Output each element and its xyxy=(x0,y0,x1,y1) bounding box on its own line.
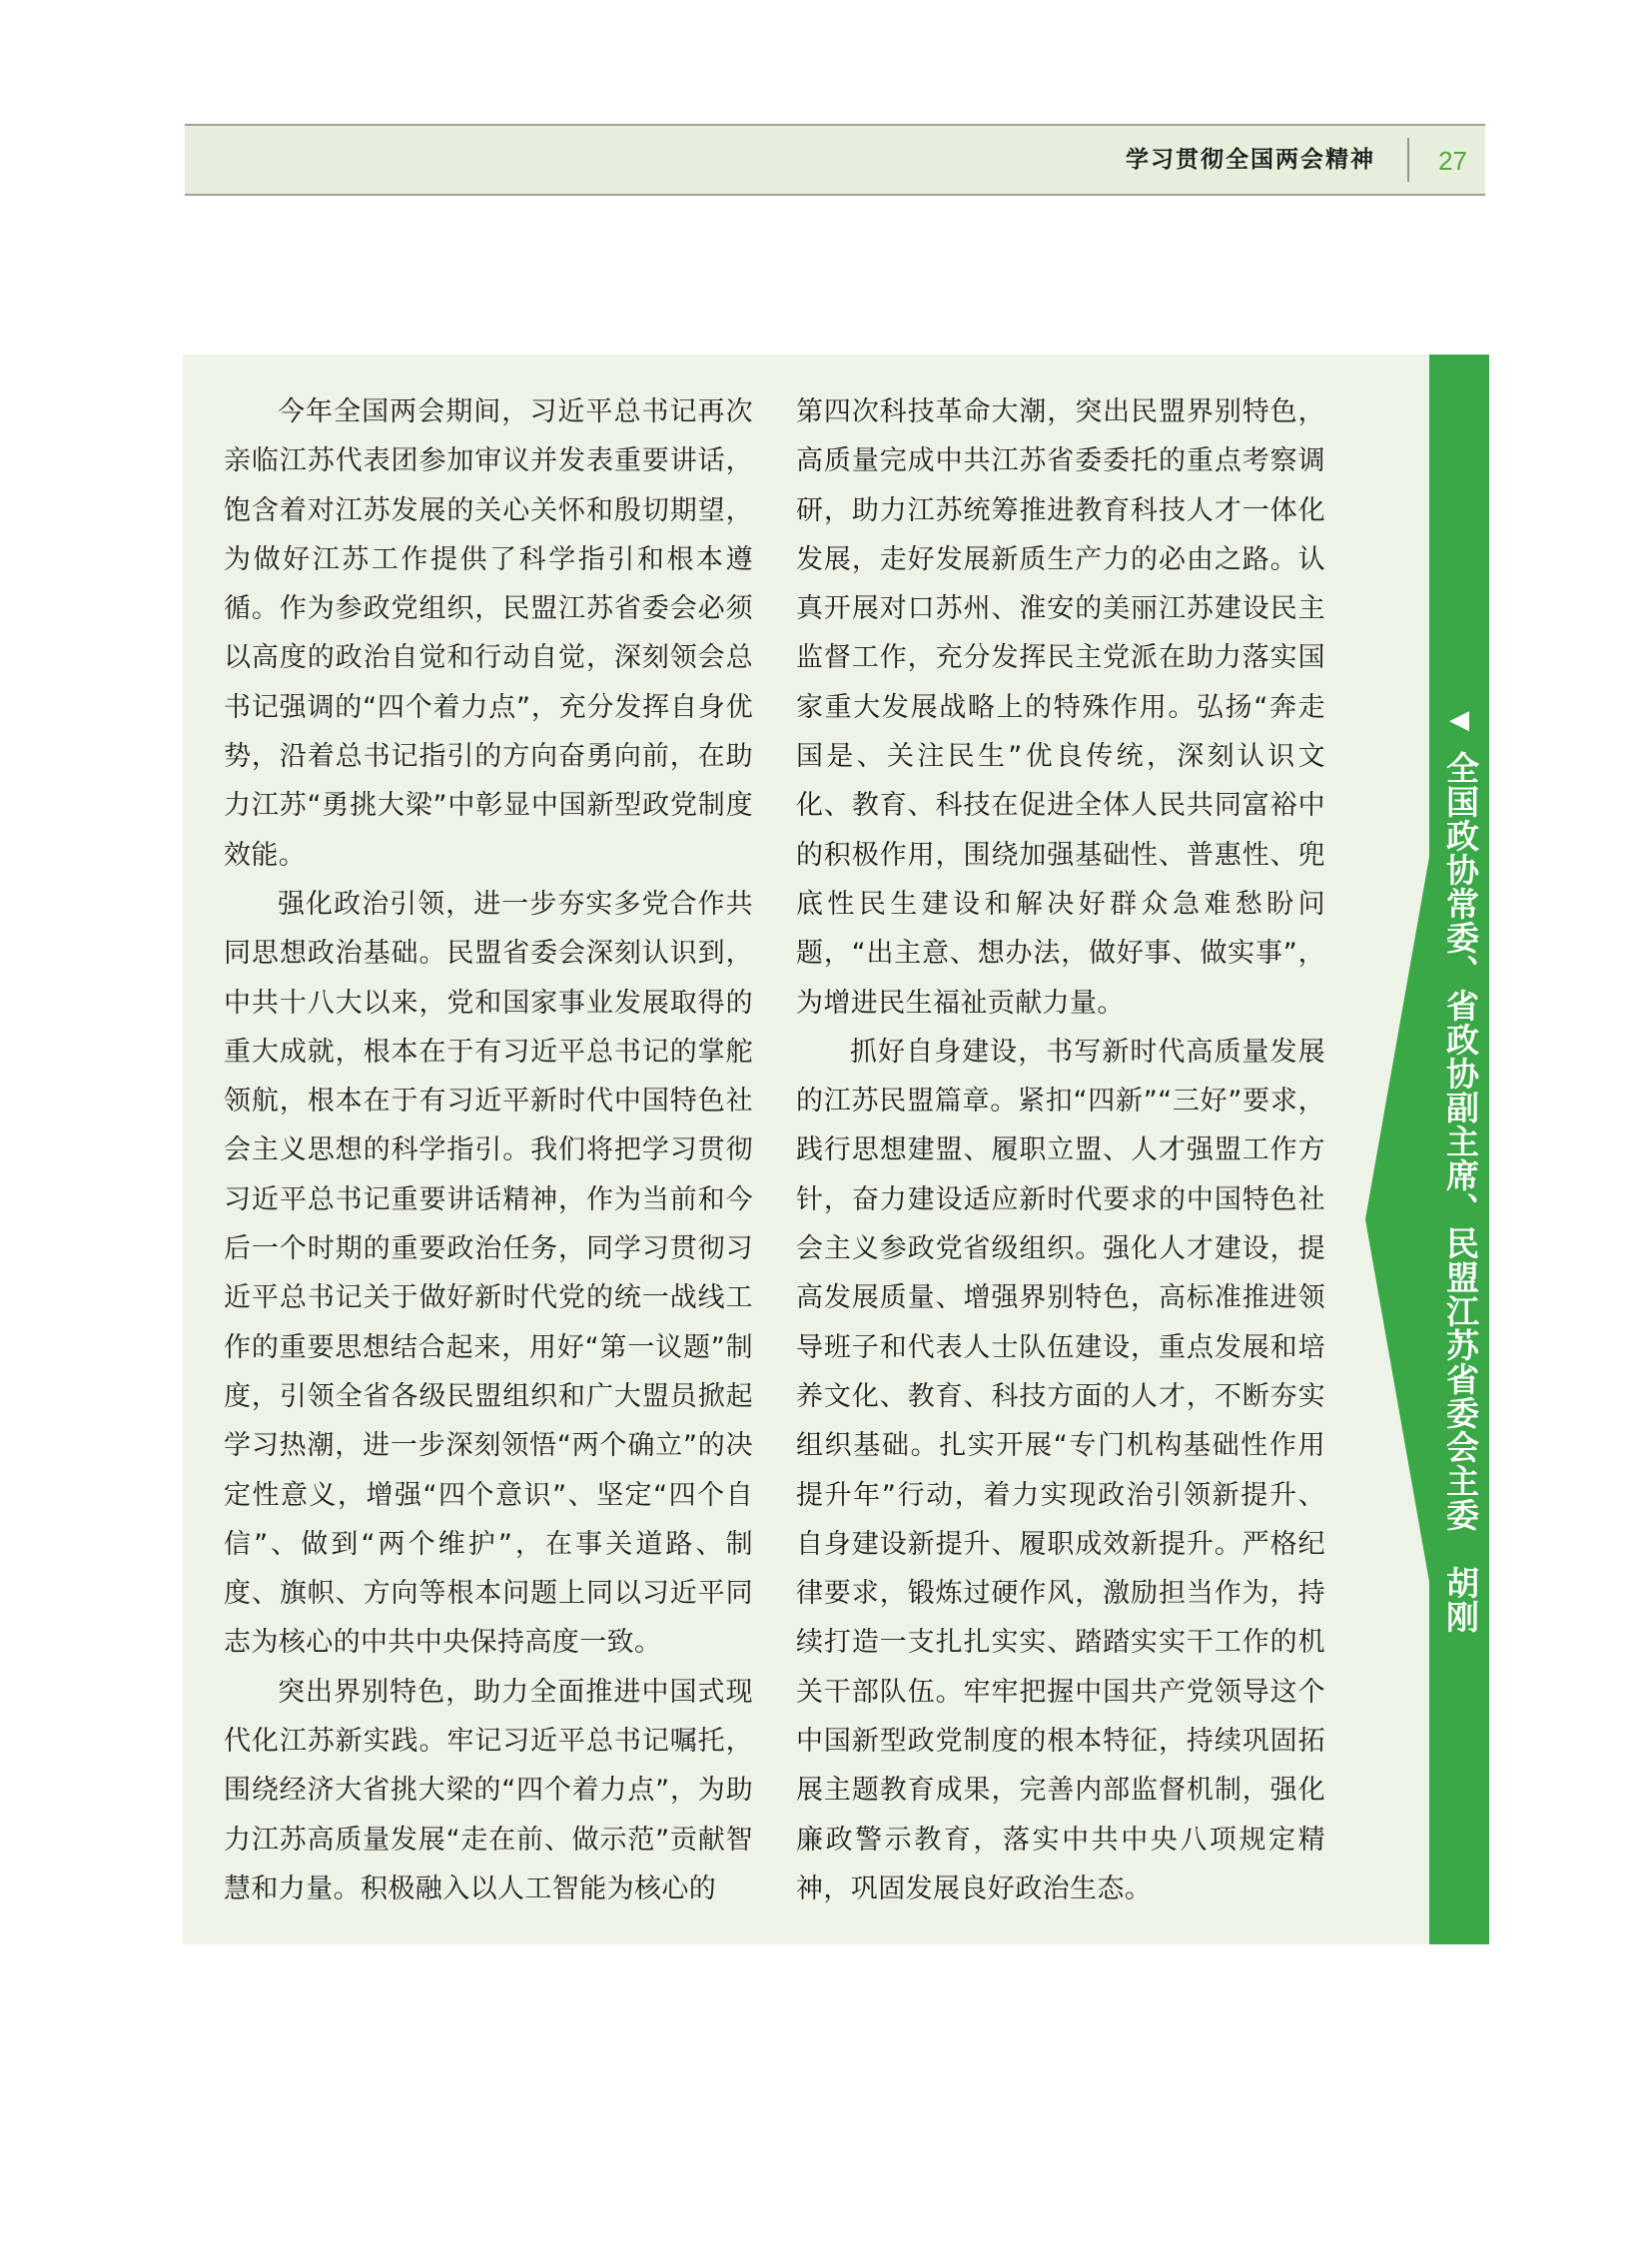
author-byline: 全国政协常委、省政协副主席、民盟江苏省委会主委 胡刚 xyxy=(1441,751,1480,1634)
paragraph-continued: 第四次科技革命大潮，突出民盟界别特色，高质量完成中共江苏省委委托的重点考察调研，助力江苏统筹推进教育科技人才一体化发展，走好发展新质生产力的必由之路。认真开展对口苏州、淮安的美丽江苏建设民主监督工作，充分发挥民主党派在助力落实国家重大发展战略上的特殊作用。弘扬“奔走国是、关注民生”优良传统，深刻认识文化、教育、科技在促进全体人民共同富裕中的积极作用，围绕加强基础性、普惠性、兜底性民生建设和解决好群众急难愁盼问题，“出主意、想办法，做好事、做实事”，为增进民生福祉贡献力量。 xyxy=(796,396,1325,1019)
running-header xyxy=(185,124,1485,196)
paragraph: 今年全国两会期间，习近平总书记再次亲临江苏代表团参加审议并发表重要讲话，饱含着对江苏发展的关心关怀和殷切期望，为做好江苏工作提供了科学指引和根本遵循。作为参政党组织，民盟江苏省委会必须以高度的政治自觉和行动自觉，深刻领会总书记强调的“四个着力点”，充分发挥自身优势，沿着总书记指引的方向奋勇向前，在助力江苏“勇挑大梁”中彰显中国新型政党制度效能。 xyxy=(224,396,753,871)
paragraph: 突出界别特色，助力全面推进中国式现代化江苏新实践。牢记习近平总书记嘱托，围绕经济大省挑大梁的“四个着力点”，为助力江苏高质量发展“走在前、做示范”贡献智慧和力量。积极融入以人工智能为核心的 xyxy=(224,1676,753,1904)
page-number: 27 xyxy=(1438,146,1467,176)
section-title: 学习贯彻全国两会精神 xyxy=(1126,146,1375,173)
article-column-left xyxy=(224,387,753,1913)
triangle-left-icon: ◀ xyxy=(1449,705,1469,735)
banner-arrow xyxy=(1365,857,1429,1582)
header-divider xyxy=(1407,138,1409,182)
paragraph: 抓好自身建设，书写新时代高质量发展的江苏民盟篇章。紧扣“四新”“三好”要求，践行思想建盟、履职立盟、人才强盟工作方针，奋力建设适应新时代要求的中国特色社会主义参政党省级组织。强化人才建设，提高发展质量、增强界别特色，高标准推进领导班子和代表人士队伍建设，重点发展和培养文化、教育、科技方面的人才，不断夯实组织基础。扎实开展“专门机构基础性作用提升年”行动，着力实现政治引领新提升、自身建设新提升、履职成效新提升。严格纪律要求，锻炼过硬作风，激励担当作为，持续打造一支扎扎实实、踏踏实实干工作的机关干部队伍。牢牢把握中国共产党领导这个中国新型政党制度的根本特征，持续巩固拓展主题教育成果，完善内部监督机制，强化廉政警示教育，落实中共中央八项规定精神，巩固发展良好政治生态。 xyxy=(796,1036,1325,1904)
article-column-right xyxy=(796,387,1325,1913)
paragraph: 强化政治引领，进一步夯实多党合作共同思想政治基础。民盟省委会深刻认识到，中共十八大以来，党和国家事业发展取得的重大成就，根本在于有习近平总书记的掌舵领航，根本在于有习近平新时代中国特色社会主义思想的科学指引。我们将把学习贯彻习近平总书记重要讲话精神，作为当前和今后一个时期的重要政治任务，同学习贯彻习近平总书记关于做好新时代党的统一战线工作的重要思想结合起来，用好“第一议题”制度，引领全省各级民盟组织和广大盟员掀起学习热潮，进一步深刻领悟“两个确立”的决定性意义，增强“四个意识”、坚定“四个自信”、做到“两个维护”，在事关道路、制度、旗帜、方向等根本问题上同以习近平同志为核心的中共中央保持高度一致。 xyxy=(224,888,753,1659)
